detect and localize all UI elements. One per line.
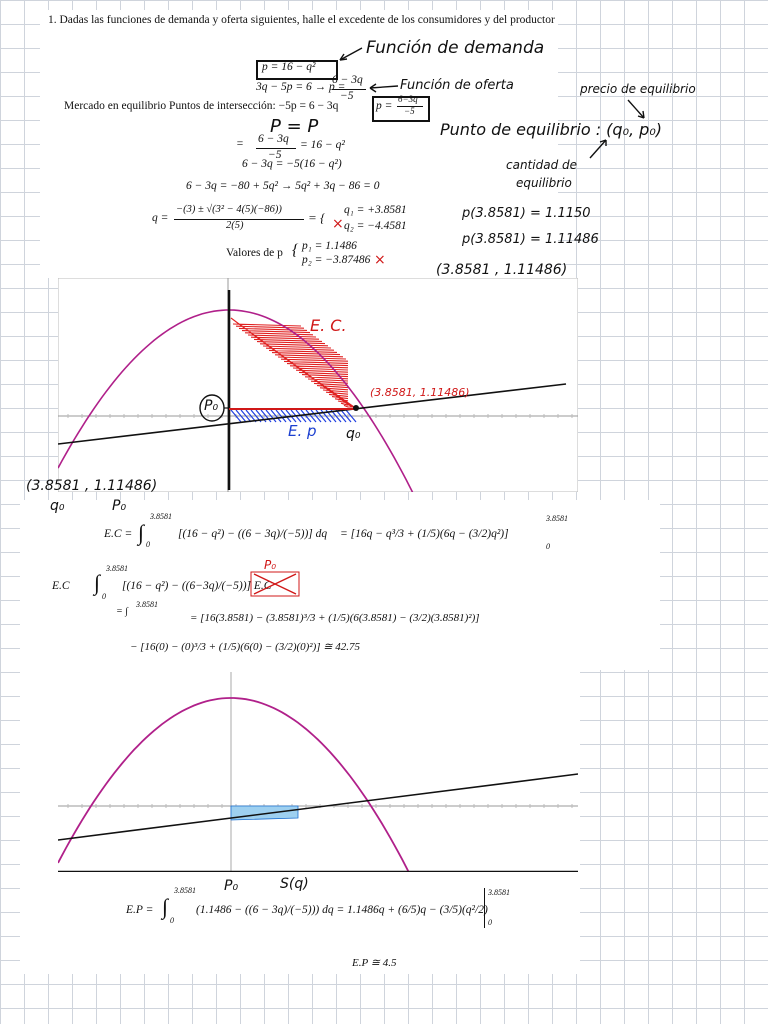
p0-label: P₀ (204, 398, 219, 414)
ec-result: = [16q − q³/3 + (1/5)(6q − (3/2)q²)] (340, 528, 509, 540)
ec2-line3: − [16(0) − (0)³/3 + (1/5)(6(0) − (3/2)(0)²)] ≅ 42.75 (130, 641, 361, 653)
ec-upper: 3.8581 (150, 512, 172, 521)
ep-bound-upper: 3.8581 (488, 888, 510, 897)
ep-lower: 0 (170, 916, 174, 925)
p-value-1: p₁ = 1.1486 (302, 240, 357, 252)
p0-below-chart: P₀ (112, 498, 127, 514)
p-values-brace: { (292, 242, 299, 259)
annotation-p-eq-p: P = P (270, 116, 319, 137)
q0-below-chart: q₀ (50, 498, 65, 514)
ec2-lower: 0 (102, 592, 106, 601)
ec2-integrand: [(16 − q²) − ((6−3q)/(−5))] E.C (122, 580, 272, 592)
red-x-mark: × (332, 216, 344, 232)
boxed-den: −5 (404, 106, 415, 116)
boxed-p: p = (376, 100, 393, 112)
chart2-frame (58, 672, 578, 872)
ec2-lhs: E.C (52, 580, 70, 592)
chart1-frame (58, 278, 578, 492)
ec-integrand: [(16 − q²) − ((6 − 3q)/(−5))] dq (178, 528, 328, 540)
ec-bound-lower: 0 (546, 542, 550, 551)
ep-lhs: E.P = (126, 904, 154, 916)
ep-label: E. p (288, 422, 317, 440)
ep-final: E.P ≅ 4.5 (352, 957, 397, 969)
producer-surplus-chart (58, 672, 578, 872)
ec2-line2: = [16(3.8581) − (3.8581)³/3 + (1/5)(6(3.8581) − (3/2)(3.8581)²)] (190, 612, 480, 624)
quadratic-lhs: q = (152, 212, 169, 224)
ep-eval-bar (484, 888, 485, 928)
point-label: (3.8581, 1.11486) (370, 386, 470, 399)
boxed-num: 6−3q (398, 94, 418, 104)
root-q1: q₁ = +3.8581 (344, 204, 407, 216)
annotation-funcion-oferta: Función de oferta (400, 78, 514, 93)
equilibrium-dot (353, 405, 359, 411)
ep-bound-lower: 0 (488, 918, 492, 927)
deriv-line1-lhs: = (236, 138, 244, 150)
ec2-line2-bounds: = ∫ (116, 606, 128, 617)
q0-label: q₀ (346, 426, 361, 442)
ec-lhs: E.C = (104, 528, 133, 540)
point-below-chart: (3.8581 , 1.11486) (26, 478, 158, 494)
ec-label: E. C. (310, 316, 347, 335)
integral-sign-2: ∫ (94, 570, 101, 595)
annotation-cantidad-2: equilibrio (516, 176, 572, 190)
annotation-p-value-1: p(3.8581) = 1.1150 (462, 206, 591, 221)
annotation-funcion-demanda: Función de demanda (366, 38, 545, 58)
supply-frac-num: 6 − 3q (332, 74, 363, 86)
annotation-precio-equilibrio: precio de equilibrio (580, 82, 696, 96)
quadratic-num: −(3) ± √(3² − 4(5)(−86)) (176, 204, 282, 215)
ec-bound-upper: 3.8581 (546, 514, 568, 523)
deriv-line1-rhs: = 16 − q² (300, 139, 345, 151)
integral-sign-1: ∫ (138, 520, 145, 545)
p-values-label: Valores de p (226, 247, 283, 259)
ec-lower: 0 (146, 540, 150, 549)
p-value-2: p₂ = −3.87486 (302, 254, 371, 266)
deriv-line3: 6 − 3q = −80 + 5q² → 5q² + 3q − 86 = 0 (186, 180, 380, 192)
quadratic-rhs: = { (308, 210, 326, 225)
surplus-chart (58, 278, 578, 492)
deriv-line1-num: 6 − 3q (258, 133, 289, 145)
equilibrium-text: Mercado en equilibrio Puntos de intersección: −5p = 6 − 3q (64, 100, 339, 112)
ec2-upper: 3.8581 (106, 564, 128, 573)
annotation-cantidad-1: cantidad de (506, 158, 577, 172)
problem-statement: 1. Dadas las funciones de demanda y oferta siguientes, halle el excedente de los consumidores y del productor (48, 14, 555, 26)
sq-label: S(q) (280, 876, 309, 892)
p0-red: P₀ (264, 558, 277, 572)
annotation-punto-equilibrio: Punto de equilibrio : (q₀, p₀) (440, 120, 662, 139)
annotation-p-value-2: p(3.8581) = 1.11486 (462, 232, 599, 247)
demand-equation: p = 16 − q² (262, 61, 316, 73)
annotation-point: (3.8581 , 1.11486) (436, 262, 568, 278)
quadratic-den: 2(5) (226, 220, 244, 231)
deriv-line1-den: −5 (268, 149, 282, 161)
ec2-line2-upper: 3.8581 (136, 600, 158, 609)
supply-equation: 3q − 5p = 6 → p = (256, 81, 346, 93)
strike-out (250, 570, 310, 600)
ep-integrand: (1.1486 − ((6 − 3q)/(−5))) dq = 1.1486q + (6/5)q − (3/5)(q²/2) (196, 904, 488, 916)
deriv-line2: 6 − 3q = −5(16 − q²) (242, 158, 342, 170)
red-x-mark-2: × (374, 252, 386, 268)
supply-frac-den: −5 (340, 90, 354, 102)
p0-lower: P₀ (224, 878, 239, 894)
integral-sign-3: ∫ (162, 894, 169, 919)
ep-upper: 3.8581 (174, 886, 196, 895)
root-q2: q₂ = −4.4581 (344, 220, 407, 232)
